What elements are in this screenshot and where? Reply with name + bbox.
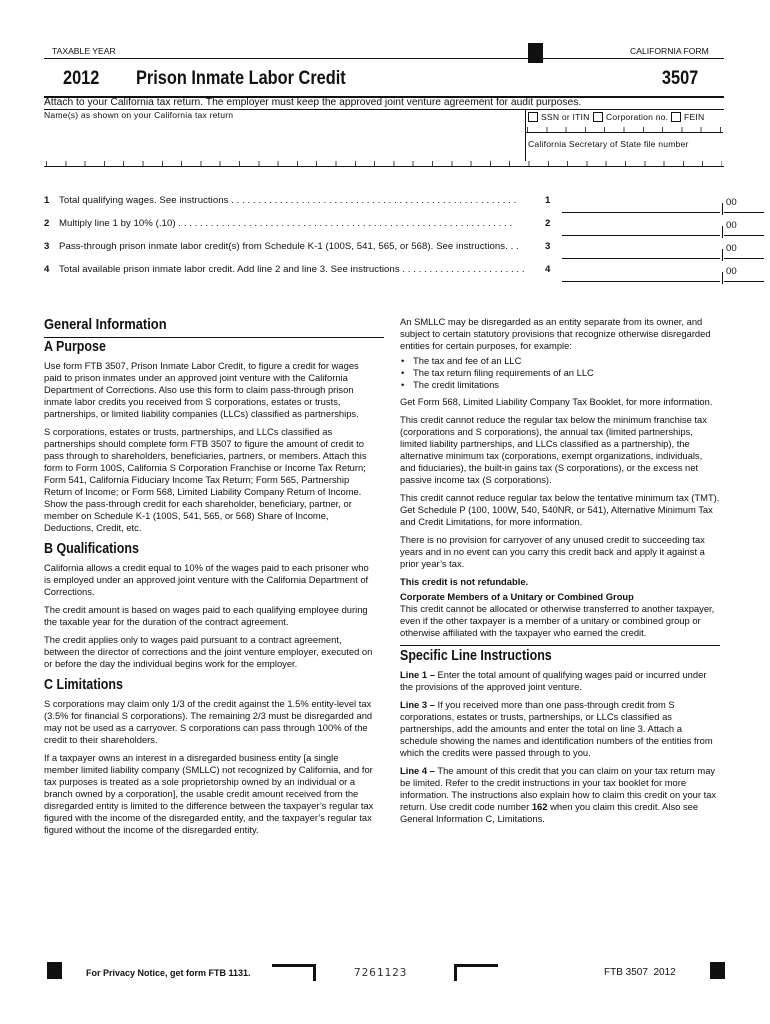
purpose-paragraph-1: Use form FTB 3507, Prison Inmate Labor Credit, to figure a credit for wages paid to prison inmates under an approved joint venture with the California Department of Corrections. Also use this form to claim pass-through prison inmate labor credits you received from S corporations, estates or trusts, partnerships, or limited liability companies (LLCs) classified as partnerships. bbox=[44, 360, 359, 419]
smllc-paragraph: An SMLLC may be disregarded as an entity separate from its owner, and subject to certain statutory provisions that recognize otherwise disregarded entities for certain purposes, for example: bbox=[400, 316, 711, 351]
qualifications-paragraph-1: California allows a credit equal to 10% of the wages paid to each prisoner who is employed under an approved joint venture with the California Department of Corrections. bbox=[44, 562, 369, 597]
line-2-number: 2 bbox=[44, 218, 50, 229]
crop-mark-right-v bbox=[454, 964, 457, 981]
line-1-cents: 00 bbox=[726, 197, 737, 208]
registration-mark-bottom-right bbox=[710, 962, 725, 979]
corporation-label: Corporation no. bbox=[606, 112, 669, 122]
form-number: 3507 bbox=[661, 68, 698, 89]
line-3-separator bbox=[722, 249, 723, 261]
line-1-instruction-text: Enter the total amount of qualifying wages paid or incurred under the provisions of the approved joint venture. bbox=[400, 669, 707, 692]
line-4-instruction-label: Line 4 – bbox=[400, 765, 435, 776]
line-2-row bbox=[44, 218, 737, 234]
line-4-text: Total available prison inmate labor credit. Add line 2 and line 3. See instructions . . . . . . . . . . . . . . . . . . . . . . . bbox=[59, 264, 525, 275]
line-4-amount[interactable] bbox=[562, 280, 720, 282]
registration-mark-bottom-left bbox=[47, 962, 62, 979]
left-column bbox=[44, 316, 374, 842]
line-4-cents-rule bbox=[724, 281, 764, 282]
limitations-paragraph-2: If a taxpayer owns an interest in a disregarded business entity [a single member limited liability company (SMLLC) not recognized by California, and for tax purposes is treated as a sole proprietorship owned by an individual or a branch owned by a corporation], the usable credit amount received from the disregarded entity is limited to the difference between the taxpayer’s regular tax figured with the income of the disregarded entity, and the taxpayer’s regular tax figured without the income of the disregarded entity. bbox=[44, 752, 374, 835]
line-1-box-number: 1 bbox=[545, 195, 551, 206]
line-3-row bbox=[44, 241, 737, 257]
line-1-separator bbox=[722, 203, 723, 215]
limitations-paragraph-1: S corporations may claim only 1/3 of the credit against the 1.5% entity-level tax (3.5% for financial S corporations). The remaining 2/3 must be disregarded and may not be used as a carryover. S corporations can pass through 100% of the credit to their shareholders. bbox=[44, 698, 373, 745]
general-information-heading: General Information bbox=[44, 316, 167, 333]
line-3-instruction-label: Line 3 – bbox=[400, 699, 435, 710]
specific-line-instructions-heading: Specific Line Instructions bbox=[400, 648, 552, 664]
carryover-paragraph: There is no provision for carryover of any unused credit to succeeding tax years and in no event can you carry this credit back and apply it against a prior year’s tax. bbox=[400, 534, 705, 569]
corporate-members-paragraph: This credit cannot be allocated or otherwise transferred to another taxpayer, even if the other taxpayer is a member of a unitary or combined group or otherwise affiliated with the taxpayer who earned the credit. bbox=[400, 603, 715, 638]
line-1-cents-rule bbox=[724, 212, 764, 213]
line-1-row bbox=[44, 195, 737, 211]
id-divider bbox=[525, 110, 526, 161]
line-1-instruction bbox=[400, 669, 720, 693]
tax-year: 2012 bbox=[63, 68, 100, 89]
line-3-cents-rule bbox=[724, 258, 764, 259]
names-label: Name(s) as shown on your California tax return bbox=[44, 110, 234, 120]
line-2-amount[interactable] bbox=[562, 234, 720, 236]
line-4-box-number: 4 bbox=[545, 264, 551, 275]
line-4-cents: 00 bbox=[726, 266, 737, 277]
line-4-number: 4 bbox=[44, 264, 50, 275]
ssn-checkbox[interactable] bbox=[528, 112, 538, 122]
qualifications-paragraph-2: The credit amount is based on wages paid to each qualifying employee during the taxable year for the duration of the contract agreement. bbox=[44, 604, 368, 627]
line-1-text: Total qualifying wages. See instructions . . . . . . . . . . . . . . . . . . . . . . . . . . . . . . . . . . . . . . . . . . . . . . . . . . . . . bbox=[59, 195, 517, 206]
line-3-instruction-text: If you received more than one pass-through credit from S corporations, estates or trusts, partnerships, or LLCs classified as partnerships, add the amounts and enter the total on line 3. Attach a schedule showing the names and identification numbers of the entities from which the credits were passed through to you. bbox=[400, 699, 713, 758]
line-3-cents: 00 bbox=[726, 243, 737, 254]
line-2-cents: 00 bbox=[726, 220, 737, 231]
credit-code-number: 162 bbox=[531, 801, 548, 812]
right-column bbox=[400, 316, 720, 831]
smllc-bullet-list bbox=[400, 355, 720, 391]
corporation-checkbox[interactable] bbox=[593, 112, 603, 122]
qualifications-paragraph-3: The credit applies only to wages paid pursuant to a contract agreement, between the director of corrections and the joint venture employer, executed on or before the day the individual begins work for the employer. bbox=[44, 634, 373, 669]
bullet-item: • The credit limitations bbox=[400, 379, 720, 391]
header-top-rule bbox=[44, 58, 724, 59]
line-4-instruction-text-b: when you claim this credit. Also see General Information C, Limitations. bbox=[400, 801, 699, 824]
line-1-number: 1 bbox=[44, 195, 50, 206]
line-4-row bbox=[44, 264, 737, 280]
line-2-cents-rule bbox=[724, 235, 764, 236]
sos-label: California Secretary of State file number bbox=[528, 139, 689, 149]
sos-file-number-input[interactable] bbox=[527, 148, 723, 162]
line-1-instruction-label: Line 1 – bbox=[400, 669, 435, 680]
purpose-heading: A Purpose bbox=[44, 339, 106, 355]
bullet-item: • The tax and fee of an LLC bbox=[400, 355, 720, 367]
crop-mark-left-h bbox=[272, 964, 316, 967]
qualifications-heading: B Qualifications bbox=[44, 541, 139, 557]
minimum-tax-paragraph: This credit cannot reduce the regular tax below the minimum franchise tax (corporations and S corporations), the annual tax (limited partnerships, limited liability partnerships, and LLCs classified as a partnership), the alternative minimum tax (corporations, exempt organizations, individuals, and fiduciaries), the built-in gains tax (S corporations), or the excess net passive income tax (S corporations). bbox=[400, 414, 707, 485]
taxable-year-label: TAXABLE YEAR bbox=[52, 46, 116, 56]
line-3-text: Pass-through prison inmate labor credit(s) from Schedule K-1 (100S, 541, 565, or 568). See instructions. . . bbox=[59, 241, 519, 252]
id-bottom-rule bbox=[44, 166, 724, 167]
form-568-paragraph: Get Form 568, Limited Liability Company Tax Booklet, for more information. bbox=[400, 396, 713, 407]
fein-checkbox[interactable] bbox=[671, 112, 681, 122]
names-input[interactable] bbox=[44, 120, 522, 160]
line-3-instruction bbox=[400, 699, 720, 759]
attach-instruction: Attach to your California tax return. The employer must keep the approved joint venture agreement for audit purposes. bbox=[44, 97, 582, 108]
line-2-box-number: 2 bbox=[545, 218, 551, 229]
specific-instructions-rule bbox=[400, 645, 720, 646]
privacy-notice: For Privacy Notice, get form FTB 1131. bbox=[86, 968, 251, 978]
purpose-paragraph-2: S corporations, estates or trusts, partnerships, and LLCs classified as partnerships should complete form FTB 3507 to figure the amount of credit to pass through to shareholders, beneficiaries, partners, or members. Attach this form to Form 100S, California S Corporation Franchise or Income Tax Return; Form 541, California Fiduciary Income Tax Return; Form 565, Partnership Return of Income; or Form 568, Limited Liability Company Return of Income. Show the pass-through credit for each shareholder, beneficiary, partner, or member on Schedule K-1 (100S, 541, 565, or 568) Share of Income, Deductions, Credit, etc. bbox=[44, 426, 367, 533]
tmt-paragraph: This credit cannot reduce regular tax below the tentative minimum tax (TMT). Get Schedule P (100, 100W, 540, 540NR, or 541), Alternative Minimum Tax and Credit Limitations, for more information. bbox=[400, 492, 720, 527]
line-2-separator bbox=[722, 226, 723, 238]
registration-mark-top bbox=[528, 43, 543, 63]
id-rule bbox=[525, 132, 723, 133]
line-4-instruction-text-a: The amount of this credit that you can claim on your tax return may be limited. Refer to the credit instructions in your tax booklet for more information. The instructions also explain how to claim this credit on your tax return. Use credit code number bbox=[400, 765, 717, 812]
ssn-label: SSN or ITIN bbox=[541, 112, 590, 122]
fein-label: FEIN bbox=[684, 112, 705, 122]
line-4-separator bbox=[722, 272, 723, 284]
form-footer-id: FTB 3507 2012 bbox=[604, 967, 676, 978]
form-title: Prison Inmate Labor Credit bbox=[136, 68, 346, 89]
corporate-members-heading: Corporate Members of a Unitary or Combined Group bbox=[400, 591, 634, 602]
barcode-number: 7261123 bbox=[354, 966, 408, 979]
not-refundable-note: This credit is not refundable. bbox=[400, 576, 529, 587]
line-3-box-number: 3 bbox=[545, 241, 551, 252]
line-2-text: Multiply line 1 by 10% (.10) . . . . . . . . . . . . . . . . . . . . . . . . . . . . . . . . . . . . . . . . . . . . . . . . . . . . . . . . . . . . . . bbox=[59, 218, 513, 229]
crop-mark-left-v bbox=[313, 964, 316, 981]
line-3-amount[interactable] bbox=[562, 257, 720, 259]
california-form-label: CALIFORNIA FORM bbox=[630, 46, 709, 56]
limitations-heading: C Limitations bbox=[44, 677, 123, 693]
line-3-number: 3 bbox=[44, 241, 50, 252]
crop-mark-right-h bbox=[454, 964, 498, 967]
line-1-amount[interactable] bbox=[562, 211, 720, 213]
bullet-item: • The tax return filing requirements of an LLC bbox=[400, 367, 720, 379]
line-4-instruction bbox=[400, 765, 720, 825]
